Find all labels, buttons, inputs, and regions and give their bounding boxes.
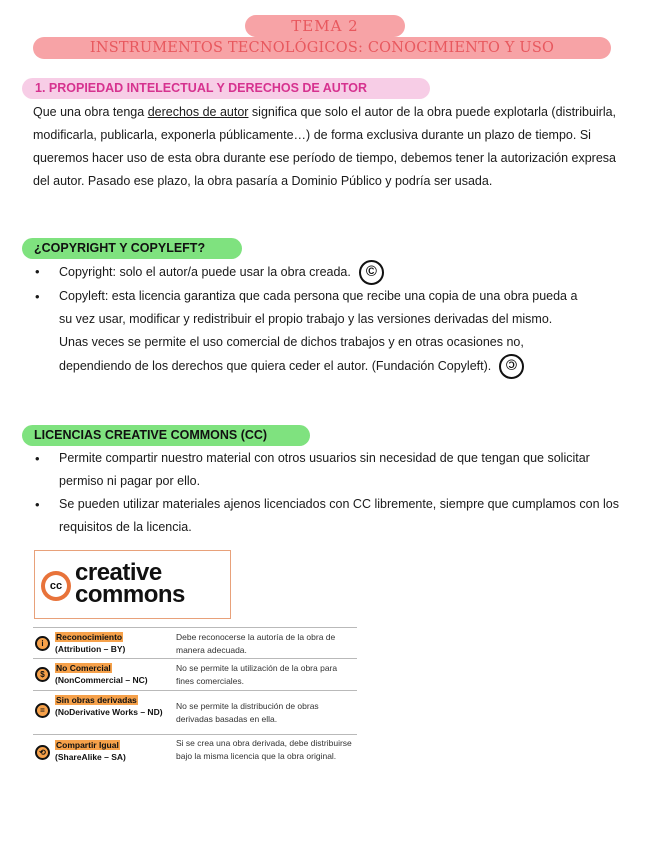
creative-commons-logo bbox=[34, 550, 231, 619]
table-row bbox=[33, 735, 357, 779]
license-name bbox=[55, 662, 148, 686]
list-item bbox=[33, 285, 623, 379]
license-code: (NonCommercial – NC) bbox=[55, 675, 148, 685]
license-code: (ShareAlike – SA) bbox=[55, 752, 126, 762]
license-code: (Attribution – BY) bbox=[55, 644, 126, 654]
section-heading-creative-commons: LICENCIAS CREATIVE COMMONS (CC) bbox=[22, 425, 310, 446]
derechos-de-autor-term: derechos de autor bbox=[147, 105, 249, 119]
license-title: Sin obras derivadas bbox=[56, 695, 137, 705]
license-description: No se permite la distribución de obras derivadas basadas en ella. bbox=[176, 701, 319, 724]
license-name bbox=[55, 694, 170, 718]
license-title: Compartir Igual bbox=[56, 740, 119, 750]
table-row bbox=[33, 691, 357, 735]
attribution-icon: i bbox=[35, 636, 50, 651]
document-subtitle: INSTRUMENTOS TECNOLÓGICOS: CONOCIMIENTO Y USO bbox=[33, 37, 611, 59]
list-item bbox=[33, 260, 623, 285]
license-name bbox=[55, 631, 125, 655]
logo-word-creative: creative bbox=[75, 559, 162, 586]
copyright-text: Copyright: solo el autor/a puede usar la obra creada. bbox=[59, 264, 351, 279]
cc-license-table bbox=[33, 627, 357, 779]
license-title: Reconocimiento bbox=[56, 632, 123, 642]
license-description: No se permite la utilización de la obra para fines comerciales. bbox=[176, 663, 338, 686]
list-item: • Permite compartir nuestro material con otros usuarios sin necesidad de que tengan que solicitar permiso ni pagar por ello. bbox=[33, 447, 623, 493]
section-heading-intellectual-property: 1. PROPIEDAD INTELECTUAL Y DERECHOS DE AUTOR bbox=[22, 78, 430, 99]
copyleft-text: Copyleft: esta licencia garantiza que cada persona que recibe una copia de una obra pueda a su vez usar, modificar y redistribuir el propio trabajo y las versiones derivadas del mismo. Unas veces se permite el uso comercial de dichos trabajos y en otras ocasiones no, dependiendo de los derechos que quiera ceder el autor. (Fundación Copyleft). bbox=[59, 289, 578, 373]
copyleft-icon: © bbox=[499, 354, 524, 379]
creative-commons-list bbox=[33, 447, 623, 539]
non-commercial-icon: $ bbox=[35, 667, 50, 682]
logo-word-commons: commons bbox=[75, 581, 185, 608]
cc-badge-label: cc bbox=[45, 575, 67, 597]
table-row bbox=[33, 659, 357, 691]
copyright-icon: © bbox=[359, 260, 384, 285]
license-description: Si se crea una obra derivada, debe distribuirse bajo la misma licencia que la obra original. bbox=[176, 738, 352, 761]
cc-badge-icon bbox=[41, 571, 71, 601]
license-code: (NoDerivative Works – ND) bbox=[55, 707, 163, 717]
license-title: No Comercial bbox=[56, 663, 111, 673]
no-derivatives-icon: = bbox=[35, 703, 50, 718]
table-row bbox=[33, 627, 357, 659]
section-heading-copyright-copyleft: ¿COPYRIGHT Y COPYLEFT? bbox=[22, 238, 242, 259]
list-item: • Se pueden utilizar materiales ajenos licenciados con CC libremente, siempre que cumplamos con los requisitos de la licencia. bbox=[33, 493, 623, 539]
paragraph-text-end: significa que solo el autor de la obra puede explotarla (distribuirla, modificarla, publicarla, exponerla públicamente…) de forma exclusiva durante un plazo de tiempo. Si queremos hacer uso de esta obra durante ese período de tiempo, debemos tener la autorización expresa del autor. Pasado ese plazo, la obra pasaría a Dominio Público y podría ser usada. bbox=[33, 105, 617, 188]
intellectual-property-paragraph bbox=[33, 101, 623, 193]
document-tema-title: TEMA 2 bbox=[245, 15, 405, 37]
copyright-copyleft-list bbox=[33, 260, 623, 379]
license-description: Debe reconocerse la autoría de la obra de manera adecuada. bbox=[176, 632, 336, 655]
share-alike-icon: ⟲ bbox=[35, 745, 50, 760]
license-name bbox=[55, 739, 126, 763]
paragraph-text-start: Que una obra tenga bbox=[33, 105, 148, 119]
